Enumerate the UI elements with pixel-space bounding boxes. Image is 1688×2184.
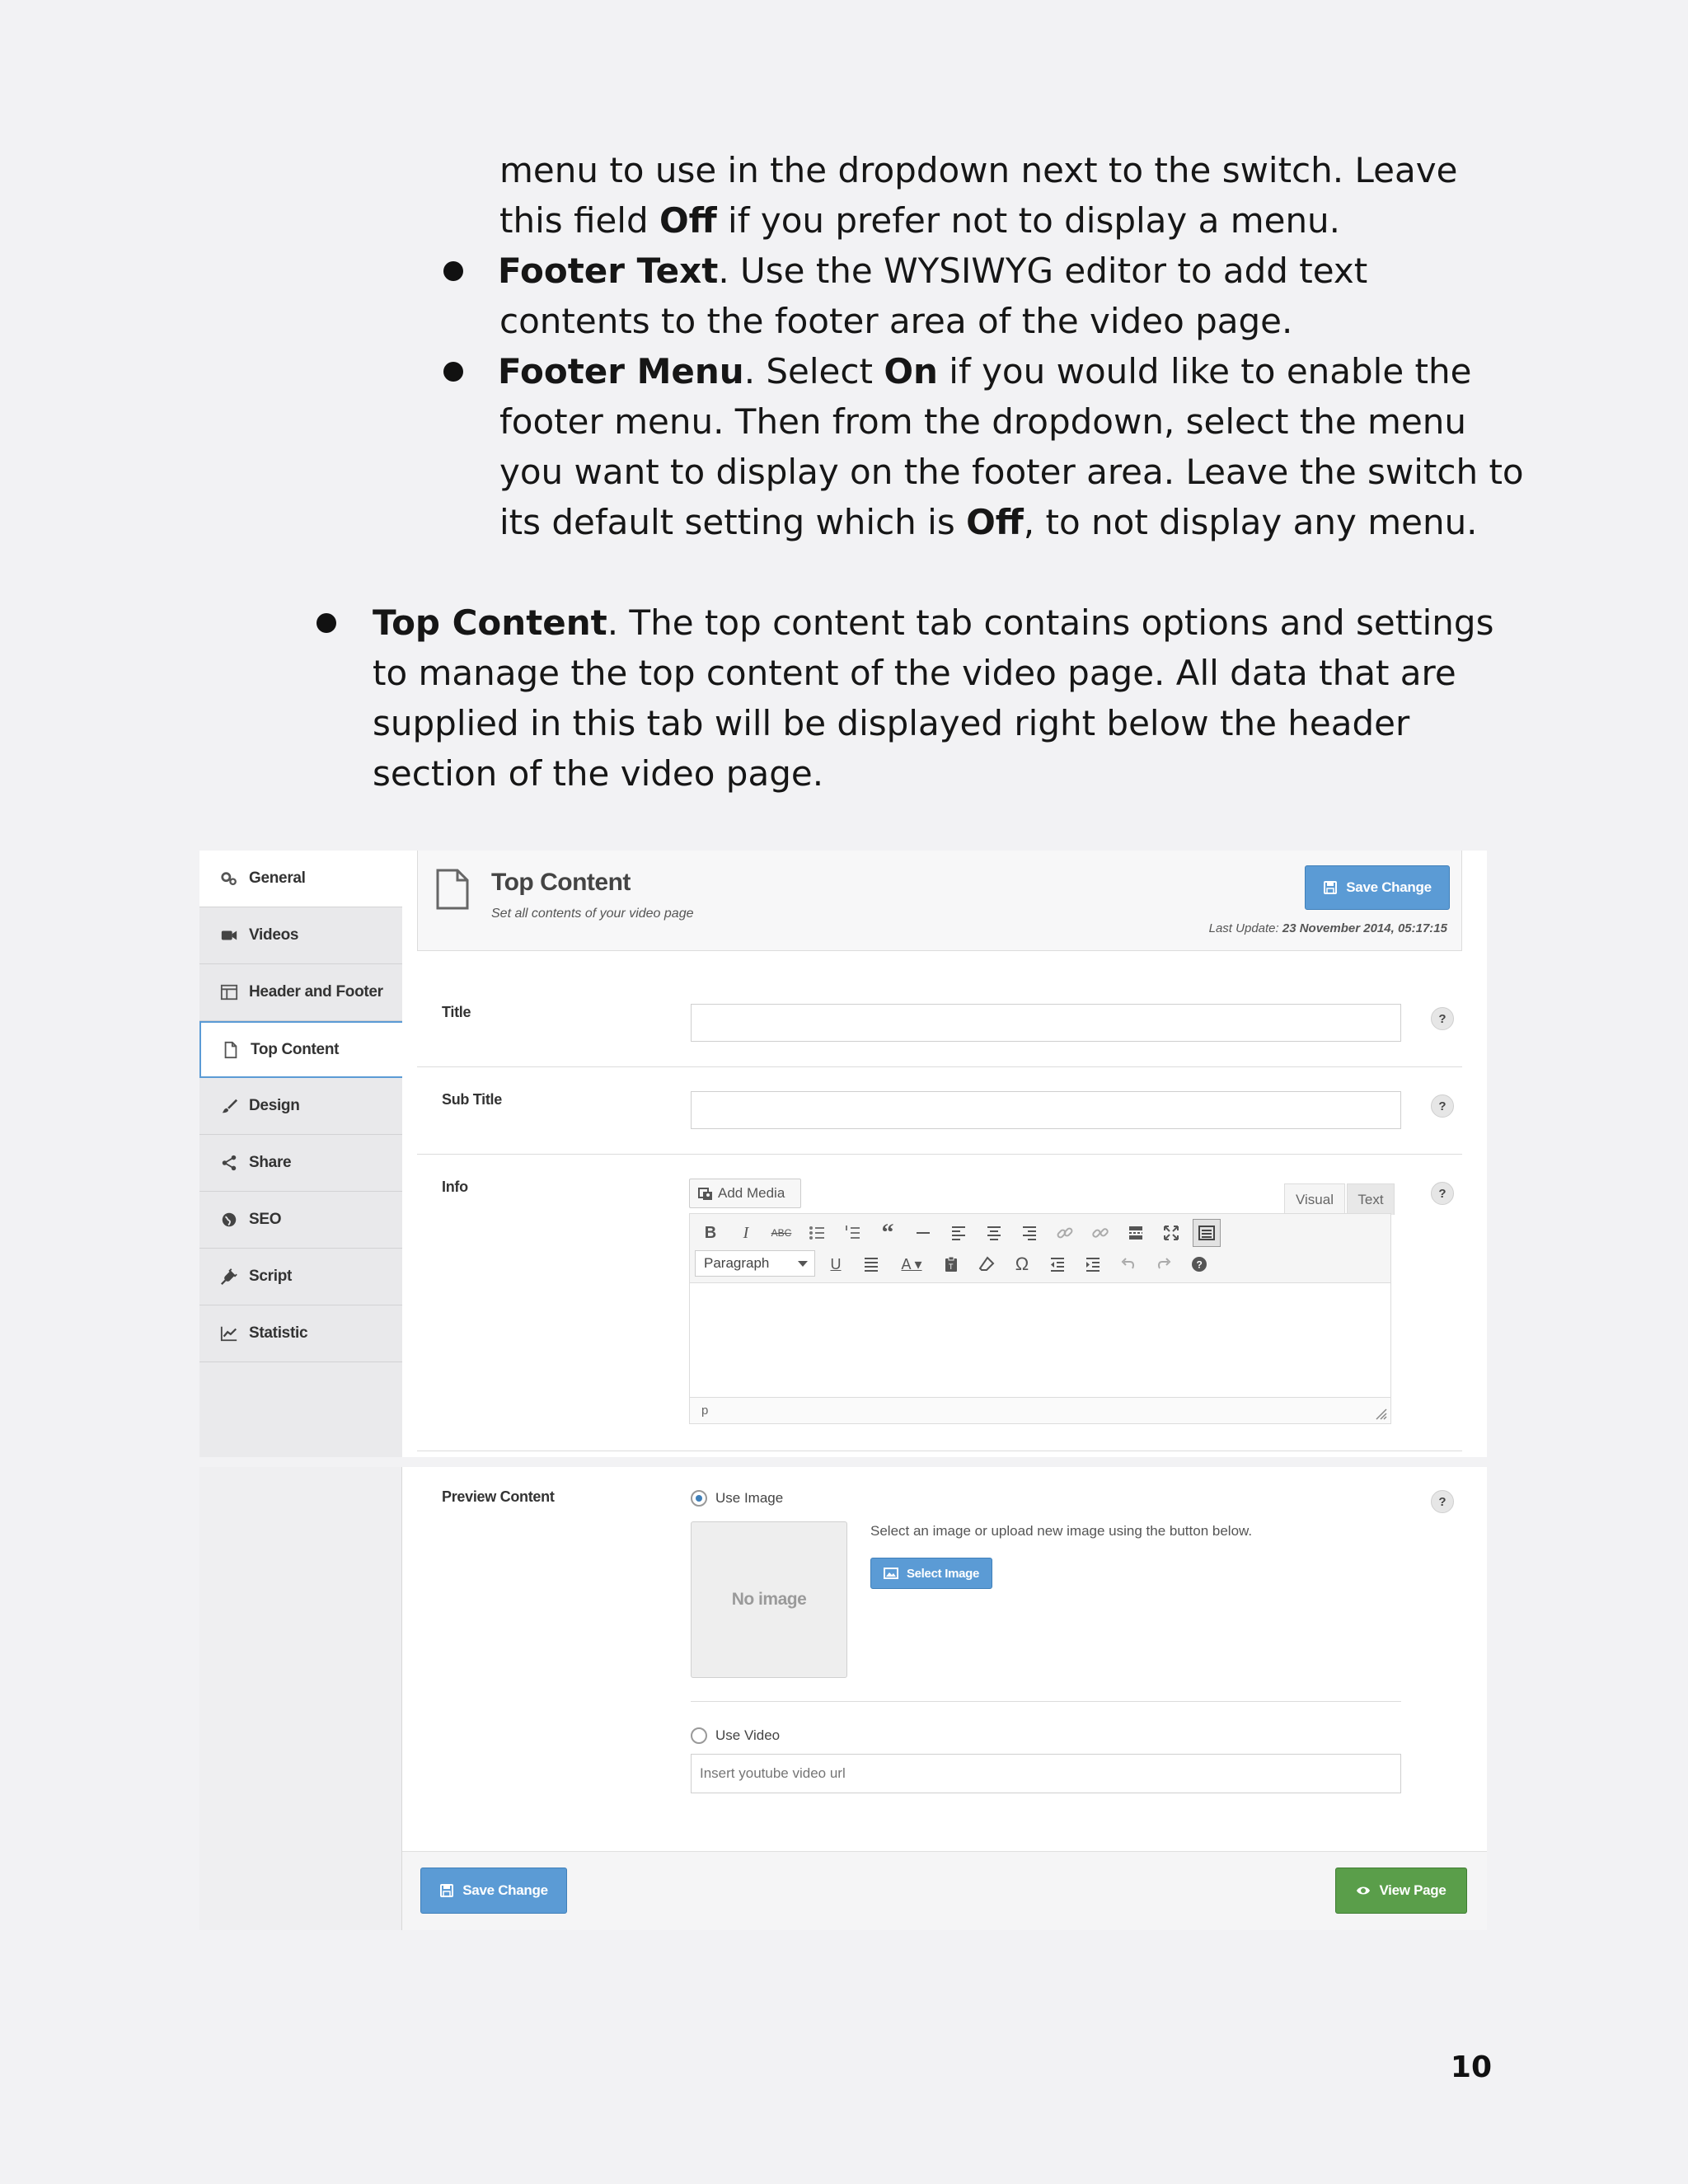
view-page-button[interactable]: View Page	[1335, 1868, 1467, 1914]
list-item-footer-menu: Footer Menu. Select On if you would like to enable the	[498, 351, 1472, 391]
sidebar-item-label: SEO	[249, 1211, 282, 1228]
use-video-radio[interactable]	[691, 1727, 707, 1744]
globe-icon	[219, 1210, 239, 1230]
sidebar-item-design[interactable]	[199, 1078, 402, 1135]
subtitle-label: Sub Title	[442, 1091, 502, 1108]
select-image-button[interactable]: Select Image	[870, 1558, 992, 1589]
svg-text:?: ?	[1196, 1258, 1203, 1271]
title-input[interactable]	[691, 1004, 1401, 1042]
sidebar-item-share[interactable]	[199, 1135, 402, 1192]
numbered-list-icon[interactable]	[838, 1219, 866, 1247]
sidebar-item-statistic[interactable]	[199, 1305, 402, 1362]
tab-visual[interactable]: Visual	[1284, 1183, 1345, 1215]
help-icon[interactable]: ?	[1431, 1094, 1454, 1118]
sidebar-item-label: Statistic	[249, 1324, 308, 1342]
use-image-label[interactable]: Use Image	[715, 1490, 784, 1506]
sidebar-item-videos[interactable]	[199, 907, 402, 964]
image-hint: Select an image or upload new image using the button below.	[870, 1523, 1253, 1539]
save-button[interactable]: Save Change	[420, 1868, 567, 1914]
use-video-label[interactable]: Use Video	[715, 1727, 781, 1743]
sidebar-item-script[interactable]	[199, 1249, 402, 1305]
editor-content[interactable]	[690, 1283, 1390, 1397]
brush-icon	[219, 1096, 239, 1116]
video-url-input[interactable]	[691, 1754, 1401, 1793]
sidebar-item-label: Videos	[249, 926, 299, 944]
resize-handle-icon[interactable]	[1376, 1408, 1387, 1420]
indent-icon[interactable]	[1079, 1250, 1107, 1278]
chevron-down-icon	[798, 1261, 808, 1267]
page-number: 10	[1450, 2050, 1492, 2084]
align-left-icon[interactable]	[945, 1219, 973, 1247]
save-icon	[439, 1883, 454, 1898]
media-icon	[698, 1186, 713, 1201]
fullscreen-icon[interactable]	[1157, 1219, 1185, 1247]
svg-text:T: T	[949, 1263, 954, 1271]
paragraph-line: you want to display on the footer area. Leave the switch to	[499, 452, 1524, 492]
format-select[interactable]: Paragraph	[695, 1250, 815, 1277]
paragraph-line: to manage the top content of the video page. All data that are	[373, 653, 1456, 693]
list-item-top-content: Top Content. The top content tab contains options and settings	[373, 602, 1494, 643]
settings-screenshot	[199, 851, 1487, 1930]
sidebar-item-label: Top Content	[251, 1040, 340, 1058]
info-label: Info	[442, 1179, 468, 1195]
underline-icon[interactable]: U	[830, 1255, 842, 1272]
strikethrough-icon[interactable]: ABC	[771, 1227, 792, 1239]
sidebar-item-label: Design	[249, 1097, 300, 1114]
bullet-icon	[316, 613, 336, 633]
blockquote-icon[interactable]: “	[881, 1219, 894, 1246]
sidebar-item-label: Header and Footer	[249, 983, 383, 1001]
italic-icon[interactable]: I	[743, 1223, 749, 1242]
sidebar-item-label: Script	[249, 1268, 293, 1285]
list-item-footer-text: Footer Text. Use the WYSIWYG editor to add text	[498, 251, 1368, 291]
preview-content-label: Preview Content	[442, 1488, 555, 1505]
eye-icon	[1356, 1883, 1371, 1898]
video-camera-icon	[219, 926, 239, 945]
tab-text[interactable]: Text	[1347, 1183, 1395, 1215]
sidebar-item-header-and-footer[interactable]	[199, 964, 402, 1021]
text-color-icon[interactable]: A ▾	[901, 1255, 922, 1272]
sidebar-item-top-content[interactable]	[199, 1021, 404, 1078]
unlink-icon[interactable]	[1086, 1219, 1114, 1247]
clear-formatting-icon[interactable]	[973, 1250, 1001, 1278]
help-icon[interactable]: ?	[1431, 1490, 1454, 1513]
document-icon	[435, 869, 470, 910]
toolbar-toggle-icon[interactable]	[1193, 1219, 1221, 1247]
outdent-icon[interactable]	[1043, 1250, 1071, 1278]
justify-icon[interactable]	[857, 1250, 885, 1278]
horizontal-line-icon[interactable]	[909, 1219, 937, 1247]
link-icon[interactable]	[1051, 1219, 1079, 1247]
sidebar-item-seo[interactable]	[199, 1192, 402, 1249]
paragraph-line: contents to the footer area of the video page.	[499, 301, 1293, 341]
bold-icon[interactable]: B	[704, 1223, 717, 1242]
bullet-icon	[443, 261, 463, 281]
use-image-radio[interactable]	[691, 1490, 707, 1507]
layout-icon	[219, 982, 239, 1002]
paragraph-line: footer menu. Then from the dropdown, select the menu	[499, 401, 1467, 442]
paste-text-icon[interactable]	[937, 1250, 965, 1278]
sidebar-item-label: General	[249, 869, 306, 887]
save-button[interactable]: Save Change	[1305, 865, 1450, 910]
sidebar-item-label: Share	[249, 1154, 292, 1171]
bullet-list-icon[interactable]	[803, 1219, 831, 1247]
last-update: Last Update: 23 November 2014, 05:17:15	[1208, 921, 1447, 935]
special-character-icon[interactable]: Ω	[1015, 1254, 1029, 1274]
page-title: Top Content	[491, 869, 631, 896]
paragraph-line: section of the video page.	[373, 753, 824, 794]
image-icon	[884, 1566, 898, 1581]
editor-toolbar	[690, 1214, 1390, 1283]
bullet-icon	[443, 362, 463, 382]
title-label: Title	[442, 1004, 471, 1020]
align-right-icon[interactable]	[1015, 1219, 1043, 1247]
redo-icon[interactable]	[1150, 1250, 1178, 1278]
save-icon	[1323, 880, 1338, 895]
page-subtitle: Set all contents of your video page	[491, 907, 694, 921]
align-center-icon[interactable]	[980, 1219, 1008, 1247]
read-more-icon[interactable]	[1122, 1219, 1150, 1247]
document-icon	[221, 1040, 241, 1060]
plug-icon	[219, 1267, 239, 1286]
paragraph-line: this field Off if you prefer not to display a menu.	[499, 200, 1341, 241]
undo-icon[interactable]	[1114, 1250, 1142, 1278]
gears-icon	[219, 869, 239, 888]
wysiwyg-editor	[689, 1213, 1391, 1424]
help-icon[interactable]: ?	[1431, 1182, 1454, 1205]
image-preview: No image	[691, 1521, 847, 1678]
editor-path: p	[690, 1397, 1390, 1423]
add-media-button[interactable]: Add Media	[689, 1179, 801, 1208]
subtitle-input[interactable]	[691, 1091, 1401, 1129]
keyboard-help-icon[interactable]	[1185, 1250, 1213, 1278]
paragraph-line: menu to use in the dropdown next to the switch. Leave	[499, 150, 1458, 190]
line-chart-icon	[219, 1324, 239, 1343]
sidebar-item-general[interactable]	[199, 851, 419, 907]
paragraph-line: its default setting which is Off, to not display any menu.	[499, 502, 1478, 542]
paragraph-line: supplied in this tab will be displayed right below the header	[373, 703, 1410, 743]
share-icon	[219, 1153, 239, 1173]
help-icon[interactable]: ?	[1431, 1007, 1454, 1030]
